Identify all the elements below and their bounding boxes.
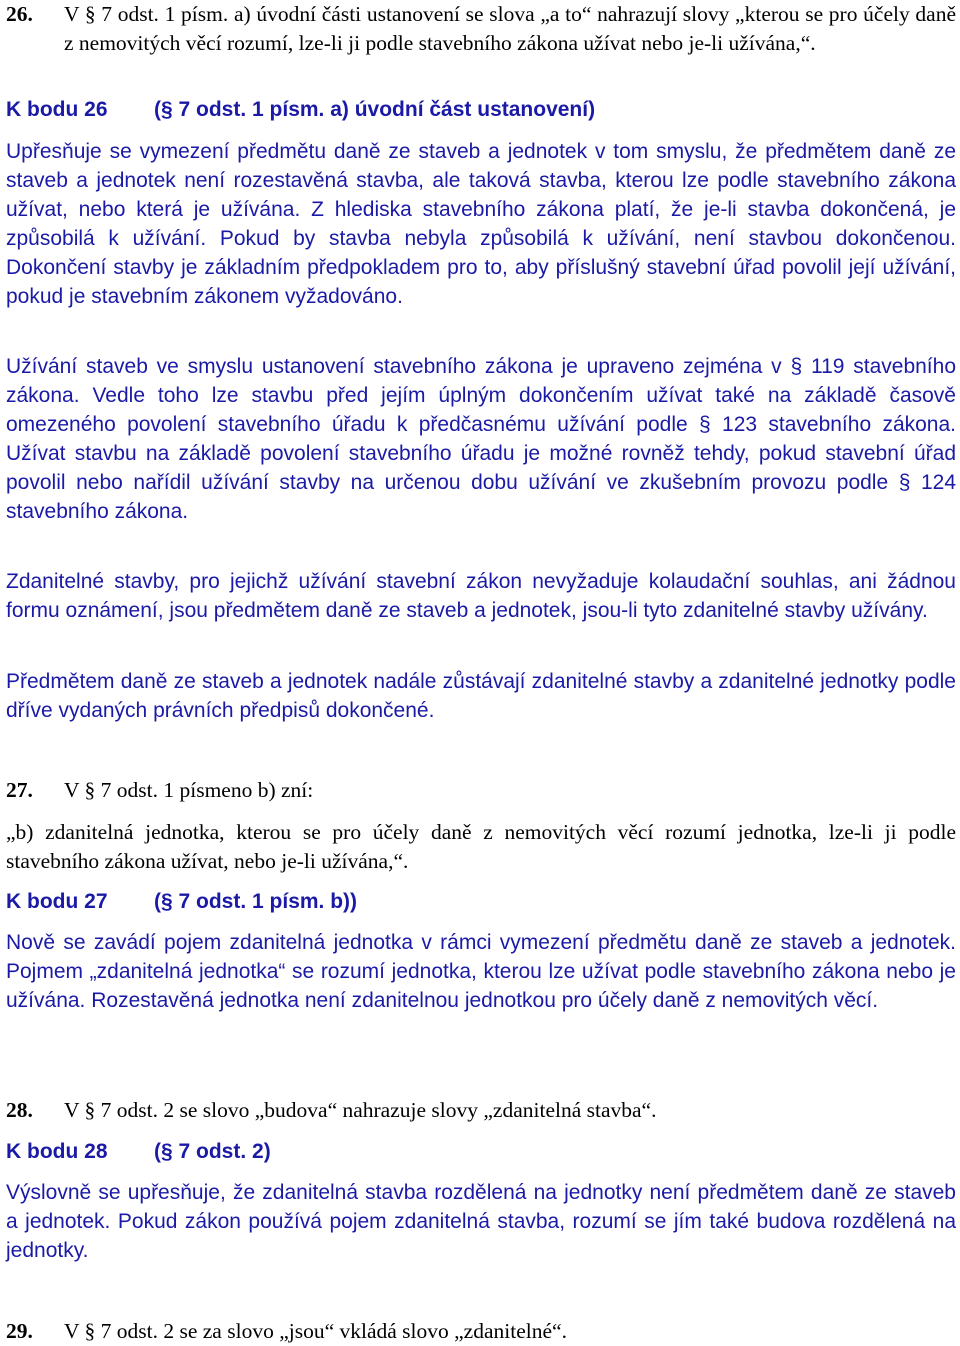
- quoted-provision: „b) zdanitelná jednotka, kterou se pro účely daně z nemovitých věcí rozumí jednotka, lze-li ji podle stavebního zákona užívat, nebo je-li užívána,“.: [6, 820, 956, 873]
- heading-reference: (§ 7 odst. 1 písm. a) úvodní část ustanovení): [154, 98, 596, 121]
- paragraph: Výslovně se upřesňuje, že zdanitelná stavba rozdělená na jednotky není předmětem daně ze staveb a jednotek. Pokud zákon používá pojem zdanitelná stavba, rozumí se jím také budova rozdělená na jednotky.: [6, 1181, 956, 1262]
- heading-reference: (§ 7 odst. 1 písm. b)): [154, 890, 358, 913]
- amendment-28: [6, 1096, 956, 1125]
- section-heading-26: [6, 95, 956, 124]
- heading-label: K bodu 28: [6, 1140, 108, 1163]
- heading-label: K bodu 26: [6, 98, 108, 121]
- amendment-number: 28.: [6, 1098, 33, 1122]
- heading-reference: (§ 7 odst. 2): [154, 1140, 271, 1163]
- paragraph: Upřesňuje se vymezení předmětu daně ze staveb a jednotek v tom smyslu, že předmětem daně ze staveb a jednotek není rozestavěná stavba, ale taková stavba, kterou lze podle stavebního zákona užívat, nebo která je užívána. Z hlediska stavebního zákona platí, že je-li stavba dokončená, je způsobilá k užívání. Pokud by stavba nebyla způsobilá k užívání, není stavbou dokončenou. Dokončení stavby je základním předpokladem pro to, aby příslušný stavební úřad povolil její užívání, pokud je stavebním zákonem vyžadováno.: [6, 140, 956, 308]
- paragraph: Nově se zavádí pojem zdanitelná jednotka v rámci vymezení předmětu daně ze staveb a jednotek. Pojmem „zdanitelná jednotka“ se rozumí jednotka, kterou lze užívat podle stavebního zákona nebo je užívána. Rozestavěná jednotka není zdanitelnou jednotkou pro účely daně z nemovitých věcí.: [6, 931, 956, 1012]
- amendment-text: V § 7 odst. 1 písm. a) úvodní části ustanovení se slova „a to“ nahrazují slovy „kterou se pro účely daně z nemovitých věcí rozumí, lze-li ji podle stavebního zákona užívat nebo je-li užívána,“.: [64, 2, 956, 55]
- section-heading-28: [6, 1137, 956, 1166]
- amendment-text: V § 7 odst. 2 se za slovo „jsou“ vkládá slovo „zdanitelné“.: [64, 1319, 567, 1343]
- amendment-number: 27.: [6, 778, 33, 802]
- paragraph: Užívání staveb ve smyslu ustanovení stavebního zákona je upraveno zejména v § 119 stavebního zákona. Vedle toho lze stavbu před jejím úplným dokončením užívat také na základě časově omezeného povolení stavebního úřadu k předčasnému užívání podle § 123 stavebního zákona. Užívat stavbu na základě povolení stavebního úřadu je možné rovněž tehdy, pokud stavební úřad povolil nebo nařídil užívání stavby na určenou dobu užívání ve zkušebním provozu podle § 124 stavebního zákona.: [6, 355, 956, 523]
- section-heading-27: [6, 887, 956, 916]
- amendment-27: [6, 776, 956, 805]
- amendment-text: V § 7 odst. 1 písmeno b) zní:: [64, 778, 314, 802]
- heading-label: K bodu 27: [6, 890, 108, 913]
- amendment-29: [6, 1317, 956, 1346]
- paragraph: Předmětem daně ze staveb a jednotek nadále zůstávají zdanitelné stavby a zdanitelné jednotky podle dříve vydaných právních předpisů dokončené.: [6, 670, 956, 722]
- amendment-number: 26.: [6, 2, 33, 26]
- paragraph: Zdanitelné stavby, pro jejichž užívání stavební zákon nevyžaduje kolaudační souhlas, ani žádnou formu oznámení, jsou předmětem daně ze staveb a jednotek, jsou-li tyto zdanitelné stavby užívány.: [6, 570, 956, 622]
- amendment-text: V § 7 odst. 2 se slovo „budova“ nahrazuje slovy „zdanitelná stavba“.: [64, 1098, 657, 1122]
- amendment-number: 29.: [6, 1319, 33, 1343]
- amendment-26: [6, 0, 956, 57]
